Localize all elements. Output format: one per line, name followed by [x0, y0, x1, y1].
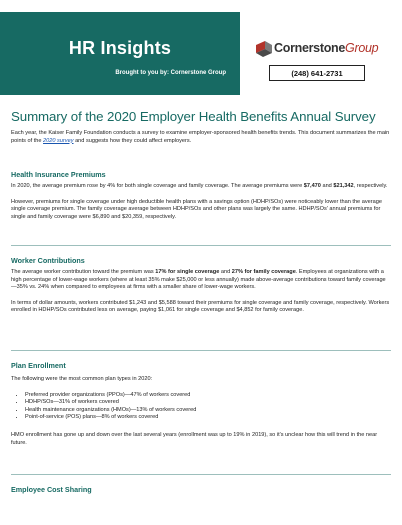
- list-item: • HDHP/SOs—31% of workers covered: [25, 399, 391, 407]
- list-item: • Point-of-service (POS) plans—8% of workers covered: [25, 414, 391, 422]
- premiums-paragraph-1: In 2020, the average premium rose by 4% for both single coverage and family coverage. The average premiums were $7,470 and $21,342, respectively.: [11, 183, 388, 189]
- section-heading-enrollment: Plan Enrollment: [11, 361, 66, 370]
- phone-number-box: (248) 641-2731: [269, 65, 365, 81]
- list-item: • Health maintenance organizations (HMOs)—13% of workers covered: [25, 407, 391, 415]
- section-heading-cost-sharing: Employee Cost Sharing: [11, 485, 92, 494]
- section-divider: [11, 245, 391, 246]
- contributions-paragraph-1: The average worker contribution toward the premium was 17% for single coverage and 27% for family coverage. Employees at organizations with a high percentage of lower-wage workers (where at least 35% make $25,000 or less annually) made above-average contributions toward family coverage—35% vs. 24% when compared to employees at firms with a smaller share of lower-wage workers.: [11, 269, 386, 291]
- enrollment-intro: The following were the most common plan types in 2020:: [11, 376, 153, 382]
- contributions-section: [11, 269, 391, 315]
- logo-name-accent: Group: [345, 41, 379, 55]
- logo-name-main: Cornerstone: [274, 41, 346, 55]
- company-logo: [256, 40, 396, 60]
- intro-paragraph-block: [11, 130, 391, 145]
- enrollment-paragraph-2: HMO enrollment has gone up and down over the last several years (enrollment was up to 19% in 2019), so it's unclear how this will trend in the near future.: [11, 431, 378, 446]
- list-item: • Preferred provider organizations (PPOs)—47% of workers covered: [25, 392, 391, 400]
- premiums-paragraph-2: However, premiums for single coverage under high deductible health plans with a savings option (HDHP/SOs) were noticeably lower than the average single coverage premium. The family coverage average between HDHP/SOs and other plans was largely the same. HDHP/SOs' annual premiums for single and family coverage were $6,890 and $20,359, respectively.: [11, 198, 382, 220]
- logo-wordmark: [274, 41, 378, 55]
- contributions-paragraph-2: In terms of dollar amounts, workers contributed $1,243 and $5,588 toward their premiums for single coverage and family coverage, respectively. Workers enrolled in HDHP/SOs contributed less on average, paying $1,061 for single coverage and $4,852 for family coverage.: [11, 299, 390, 314]
- page-title: Summary of the 2020 Employer Health Benefits Annual Survey: [11, 109, 376, 124]
- premiums-section: [11, 183, 391, 221]
- section-divider: [11, 350, 391, 351]
- plan-type-list: [11, 392, 391, 422]
- enrollment-section: [11, 376, 391, 447]
- cornerstone-logo-icon: [256, 41, 272, 57]
- section-heading-premiums: Health Insurance Premiums: [11, 170, 106, 179]
- section-heading-contributions: Worker Contributions: [11, 256, 85, 265]
- section-divider: [11, 474, 391, 475]
- banner-title: HR Insights: [68, 38, 172, 58]
- banner-subtitle: Brought to you by: Cornerstone Group: [115, 70, 226, 76]
- intro-paragraph: Each year, the Kaiser Family Foundation conducts a survey to examine employer-sponsored health benefits trends. This document summarizes the main points of the 2020 survey and suggests how they could affect employers.: [11, 130, 390, 144]
- survey-link[interactable]: 2020 survey: [43, 137, 74, 144]
- header-banner: [0, 12, 240, 95]
